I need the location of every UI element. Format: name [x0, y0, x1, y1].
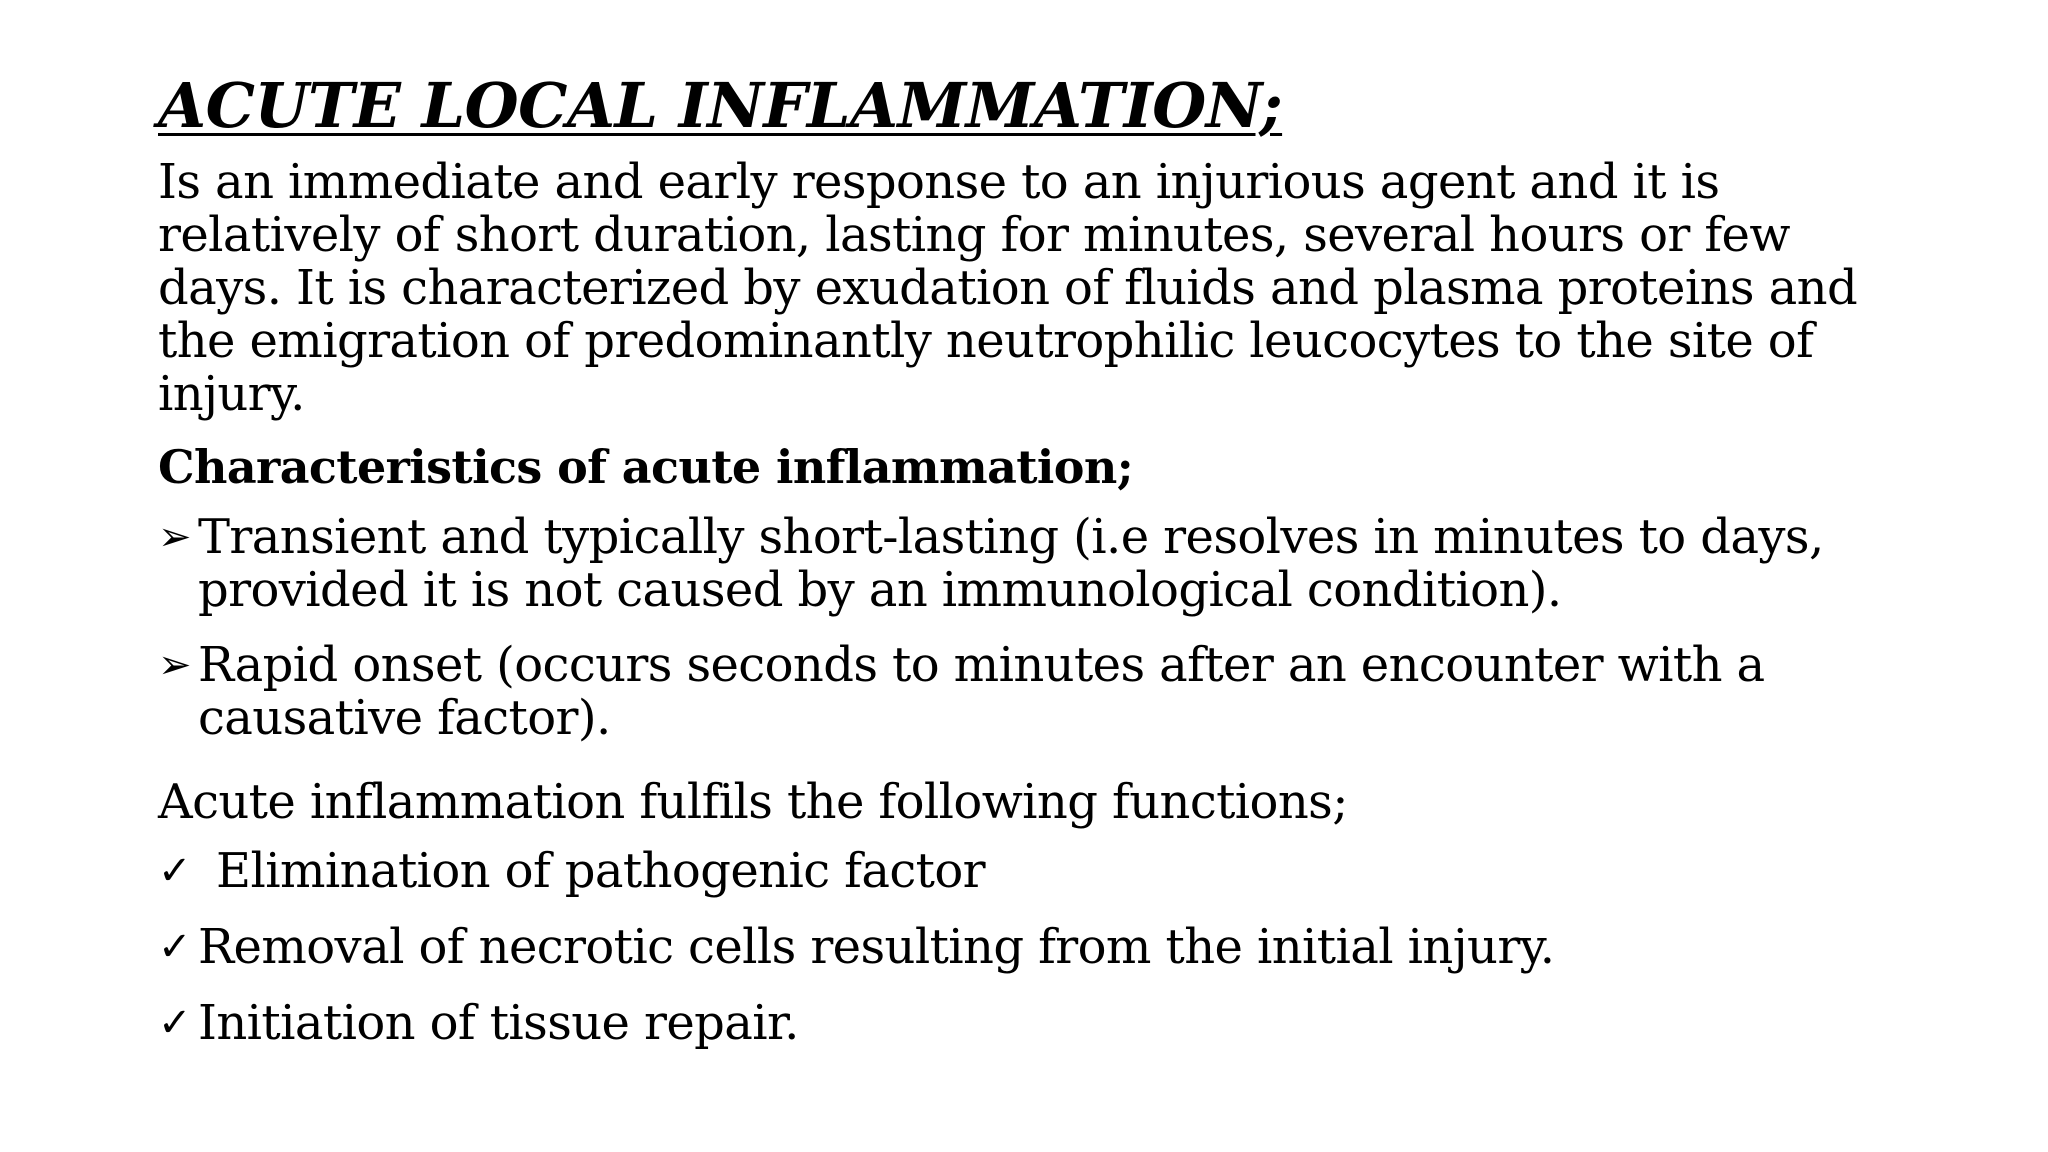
- characteristic-item: [158, 511, 1918, 617]
- function-text: Removal of necrotic cells resulting from the initial injury.: [198, 919, 1555, 975]
- check-bullet-icon: ✓: [158, 924, 191, 970]
- arrow-bullet-icon: ➢: [158, 514, 191, 560]
- function-text: Elimination of pathogenic factor: [216, 843, 985, 899]
- functions-heading: Acute inflammation fulfils the following functions;: [158, 774, 1348, 830]
- characteristic-text: Transient and typically short-lasting (i.e resolves in minutes to days, provided it is not caused by an immunological condition).: [198, 509, 1824, 618]
- intro-paragraph: Is an immediate and early response to an injurious agent and it is relatively of short duration, lasting for minutes, several hours or few days. It is characterized by exudation of fluids and plasma proteins and the emigration of predominantly neutrophilic leucocytes to the site of injury.: [158, 154, 1858, 422]
- slide-content: [158, 66, 1918, 1071]
- function-item: [158, 995, 1918, 1051]
- function-item: [158, 919, 1918, 975]
- function-item: [158, 843, 1918, 899]
- arrow-bullet-icon: ➢: [158, 642, 191, 688]
- characteristic-item: [158, 639, 1918, 745]
- check-bullet-icon: ✓: [158, 1000, 191, 1046]
- check-bullet-icon: ✓: [158, 848, 191, 894]
- characteristic-text: Rapid onset (occurs seconds to minutes after an encounter with a causative factor).: [198, 637, 1765, 746]
- slide-title: ACUTE LOCAL INFLAMMATION;: [158, 69, 1283, 142]
- characteristics-heading: Characteristics of acute inflammation;: [158, 440, 1134, 494]
- function-text: Initiation of tissue repair.: [198, 995, 799, 1051]
